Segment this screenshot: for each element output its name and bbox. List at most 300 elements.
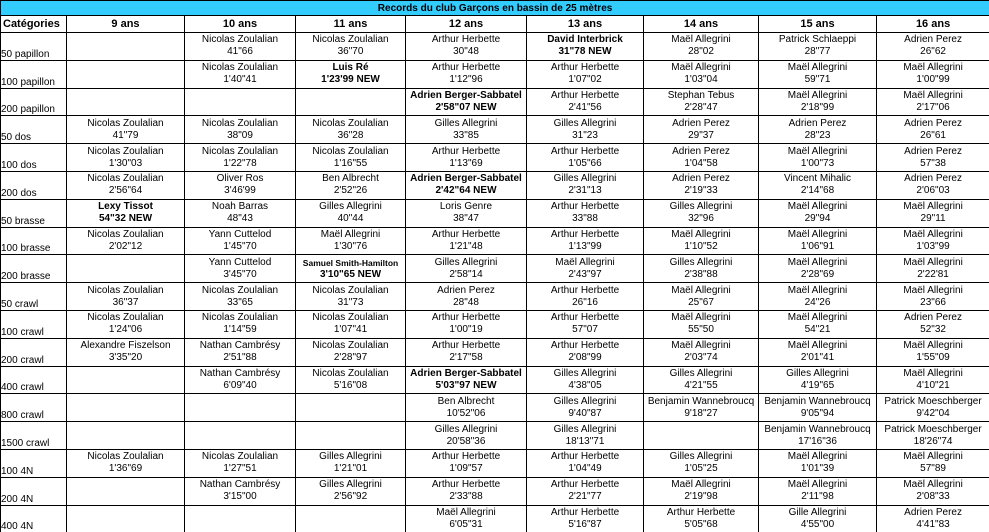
- event-label: 200 brasse: [1, 255, 67, 283]
- record-cell: [644, 449, 759, 477]
- record-time: 2'03"74: [684, 352, 718, 364]
- record-cell: [527, 171, 644, 199]
- record-time: 1'07"41: [333, 324, 368, 336]
- record-time: 1'21"48: [449, 240, 483, 252]
- table-row: [1, 283, 989, 311]
- swimmer-name: Arthur Herbette: [550, 479, 620, 491]
- record-cell: [644, 60, 759, 88]
- swimmer-name: Oliver Ros: [216, 173, 264, 185]
- table-row: [1, 422, 989, 450]
- swimmer-name: Maël Allegrini: [903, 89, 963, 101]
- record-time: 4'19"65: [800, 379, 835, 391]
- record-time: 31"78 NEW: [558, 46, 612, 58]
- record-time: 1'16"55: [333, 157, 368, 169]
- swimmer-name: Adrien Perez: [904, 117, 962, 129]
- record-time: 1'05"66: [568, 157, 602, 169]
- record-cell: [759, 394, 877, 422]
- record-cell: [527, 366, 644, 394]
- swimmer-name: Noah Barras: [211, 201, 269, 213]
- record-time: 57"07: [572, 324, 598, 336]
- record-cell: [67, 171, 185, 199]
- record-time: 41"79: [112, 129, 139, 141]
- swimmer-name: Arthur Herbette: [431, 145, 501, 157]
- record-cell: [877, 60, 989, 88]
- record-time: 2'21"77: [568, 491, 602, 503]
- swimmer-name: Nicolas Zoulalian: [312, 34, 389, 46]
- empty-cell: [296, 505, 406, 532]
- record-time: 3'15"00: [223, 491, 257, 503]
- record-time: 17'16"36: [798, 435, 837, 447]
- swimmer-name: Arthur Herbette: [550, 506, 620, 518]
- swimmer-name: Benjamin Wannebroucq: [647, 395, 755, 407]
- record-time: 2'43"97: [568, 268, 602, 280]
- record-time: 2'31"13: [568, 185, 602, 197]
- swimmer-name: Nicolas Zoulalian: [201, 451, 279, 463]
- swimmer-name: Gilles Allegrini: [319, 201, 382, 213]
- record-time: 54"32 NEW: [98, 213, 153, 225]
- record-cell: [406, 477, 527, 505]
- record-cell: [759, 366, 877, 394]
- record-cell: [296, 255, 406, 283]
- swimmer-name: Maël Allegrini: [671, 340, 731, 352]
- event-label: 100 brasse: [1, 227, 67, 255]
- record-cell: [877, 449, 989, 477]
- record-cell: [406, 227, 527, 255]
- record-cell: [185, 283, 296, 311]
- record-time: 1'05"25: [684, 463, 718, 475]
- record-cell: [759, 449, 877, 477]
- record-time: 29"94: [804, 213, 831, 225]
- swimmer-name: Maël Allegrini: [787, 312, 848, 324]
- record-cell: [527, 116, 644, 144]
- record-time: 3'45"70: [223, 268, 257, 280]
- record-cell: [759, 116, 877, 144]
- event-label: 100 papillon: [1, 60, 67, 88]
- record-cell: [296, 449, 406, 477]
- records-body: [1, 33, 989, 532]
- record-time: 9'05"94: [800, 407, 835, 419]
- record-time: 2'14"68: [800, 185, 835, 197]
- record-time: 36"70: [337, 46, 364, 58]
- record-cell: [527, 310, 644, 338]
- swimmer-name: Arthur Herbette: [431, 228, 501, 240]
- record-time: 2'08"33: [916, 491, 950, 503]
- table-row: [1, 88, 989, 116]
- record-time: 3'10"65 NEW: [319, 268, 382, 280]
- record-cell: [185, 116, 296, 144]
- swimmer-name: Gilles Allegrini: [553, 423, 617, 435]
- record-time: 1'24"06: [108, 324, 143, 336]
- record-time: 9'40"87: [568, 407, 602, 419]
- record-cell: [406, 88, 527, 116]
- swimmer-name: Maël Allegrini: [903, 62, 963, 74]
- swimmer-name: Maël Allegrini: [787, 451, 848, 463]
- swimmer-name: Gilles Allegrini: [434, 256, 498, 268]
- swimmer-name: Maël Allegrini: [555, 256, 615, 268]
- record-time: 5'05"68: [684, 518, 718, 530]
- record-cell: [644, 477, 759, 505]
- record-cell: [527, 60, 644, 88]
- record-time: 57"38: [920, 157, 946, 169]
- record-cell: [644, 283, 759, 311]
- record-cell: [406, 422, 527, 450]
- record-time: 9'42"04: [916, 407, 950, 419]
- swimmer-name: Gilles Allegrini: [553, 395, 617, 407]
- empty-cell: [67, 394, 185, 422]
- swimmer-name: Nicolas Zoulalian: [312, 117, 389, 129]
- empty-cell: [67, 366, 185, 394]
- swimmer-name: Gilles Allegrini: [553, 367, 617, 379]
- empty-cell: [296, 422, 406, 450]
- swimmer-name: Nicolas Zoulalian: [312, 312, 389, 324]
- record-cell: [644, 33, 759, 61]
- swimmer-name: Gilles Allegrini: [434, 423, 498, 435]
- swimmer-name: Nathan Cambrésy: [199, 340, 281, 352]
- record-cell: [406, 144, 527, 172]
- swimmer-name: Nicolas Zoulalian: [87, 117, 164, 129]
- record-cell: [877, 33, 989, 61]
- record-cell: [67, 199, 185, 227]
- record-cell: [296, 60, 406, 88]
- record-time: 48"43: [227, 213, 253, 225]
- record-cell: [877, 366, 989, 394]
- swimmer-name: Gilles Allegrini: [553, 117, 617, 129]
- record-time: 23"66: [920, 296, 946, 308]
- record-time: 25"67: [688, 296, 714, 308]
- swimmer-name: Maël Allegrini: [787, 89, 848, 101]
- record-time: 1'27"51: [223, 463, 257, 475]
- table-row: [1, 116, 989, 144]
- swimmer-name: Gilles Allegrini: [319, 479, 382, 491]
- record-cell: [527, 394, 644, 422]
- empty-cell: [67, 505, 185, 532]
- record-time: 26"61: [920, 129, 946, 141]
- record-cell: [759, 227, 877, 255]
- record-cell: [759, 477, 877, 505]
- record-time: 6'05"31: [449, 518, 483, 530]
- record-time: 1'03"99: [916, 240, 950, 252]
- empty-cell: [185, 88, 296, 116]
- record-time: 2'22'81: [917, 268, 949, 280]
- record-cell: [406, 255, 527, 283]
- record-time: 20'58"36: [446, 435, 486, 447]
- record-cell: [406, 199, 527, 227]
- swimmer-name: Patrick Moeschberger: [884, 395, 982, 407]
- record-time: 3'46'99: [224, 185, 256, 197]
- record-time: 28"77: [804, 46, 831, 58]
- swimmer-name: Maël Allegrini: [671, 228, 731, 240]
- age-header: 13 ans: [527, 16, 644, 33]
- swimmer-name: Maël Allegrini: [671, 284, 731, 296]
- record-time: 1'13"99: [568, 240, 602, 252]
- swimmer-name: Maël Allegrini: [903, 228, 963, 240]
- record-time: 1'07"02: [568, 74, 602, 86]
- swimmer-name: Benjamin Wannebroucq: [764, 395, 871, 407]
- record-time: 6'09"40: [223, 379, 257, 391]
- table-row: [1, 255, 989, 283]
- swimmer-name: Nicolas Zoulalian: [87, 145, 164, 157]
- swimmer-name: Maël Allegrini: [903, 340, 963, 352]
- record-time: 1'12"96: [449, 74, 483, 86]
- record-cell: [877, 144, 989, 172]
- swimmer-name: Gilles Allegrini: [669, 367, 733, 379]
- age-header: 11 ans: [296, 16, 406, 33]
- record-cell: [877, 338, 989, 366]
- record-cell: [877, 477, 989, 505]
- swimmer-name: Nicolas Zoulalian: [201, 284, 279, 296]
- record-cell: [185, 199, 296, 227]
- record-time: 2'11"98: [801, 491, 834, 503]
- swimmer-name: Nicolas Zoulalian: [87, 284, 164, 296]
- record-cell: [185, 60, 296, 88]
- table-row: [1, 60, 989, 88]
- swimmer-name: Arthur Herbette: [550, 451, 620, 463]
- record-cell: [759, 505, 877, 532]
- age-header: 9 ans: [67, 16, 185, 33]
- record-time: 1'23'99 NEW: [321, 74, 380, 86]
- record-time: 2'08"99: [568, 352, 602, 364]
- record-time: 26"62: [920, 46, 946, 58]
- swimmer-name: Adrien Perez: [672, 173, 730, 185]
- swimmer-name: Maël Allegrini: [787, 479, 848, 491]
- record-cell: [644, 338, 759, 366]
- record-cell: [759, 255, 877, 283]
- event-label: 200 papillon: [1, 88, 67, 116]
- record-cell: [67, 310, 185, 338]
- swimmer-name: Adrien Perez: [788, 117, 847, 129]
- record-cell: [644, 199, 759, 227]
- swimmer-name: Arthur Herbette: [431, 451, 501, 463]
- event-label: 100 4N: [1, 449, 67, 477]
- event-label: 50 dos: [1, 116, 67, 144]
- record-cell: [406, 449, 527, 477]
- record-cell: [527, 199, 644, 227]
- header-row: [1, 16, 989, 33]
- swimmer-name: Maël Allegrini: [787, 145, 848, 157]
- record-time: 2'56"64: [108, 185, 143, 197]
- swimmer-name: Gilles Allegrini: [669, 256, 733, 268]
- swimmer-name: Nicolas Zoulalian: [87, 451, 164, 463]
- swimmer-name: Ben Albrecht: [322, 173, 379, 185]
- record-cell: [185, 171, 296, 199]
- record-cell: [759, 338, 877, 366]
- record-time: 59"71: [804, 74, 831, 86]
- record-time: 2'52"26: [333, 185, 368, 197]
- event-label: 50 brasse: [1, 199, 67, 227]
- record-time: 2'18"99: [800, 101, 835, 113]
- record-time: 10'52"06: [446, 407, 486, 419]
- record-time: 18'13"71: [565, 435, 605, 447]
- swimmer-name: Yann Cuttelod: [208, 228, 272, 240]
- record-time: 1'14"59: [223, 324, 257, 336]
- swimmer-name: Loris Genre: [439, 201, 493, 213]
- swimmer-name: Arthur Herbette: [431, 34, 501, 46]
- record-cell: [644, 366, 759, 394]
- swimmer-name: Maël Allegrini: [903, 479, 963, 491]
- record-cell: [527, 144, 644, 172]
- record-time: 33"88: [572, 213, 598, 225]
- record-cell: [296, 33, 406, 61]
- age-header: 10 ans: [185, 16, 296, 33]
- empty-cell: [67, 60, 185, 88]
- record-cell: [759, 144, 877, 172]
- record-cell: [644, 144, 759, 172]
- record-time: 18'26"74: [913, 435, 953, 447]
- record-time: 1'30"03: [108, 157, 143, 169]
- record-time: 4'10"21: [916, 379, 950, 391]
- record-time: 1'00"19: [449, 324, 483, 336]
- record-cell: [877, 310, 989, 338]
- record-time: 2'42"64 NEW: [435, 185, 497, 197]
- swimmer-name: Vincent Mihalic: [783, 173, 852, 185]
- record-cell: [406, 116, 527, 144]
- swimmer-name: Patrick Schlaeppi: [778, 34, 857, 46]
- table-row: [1, 338, 989, 366]
- record-time: 29"11: [920, 213, 946, 225]
- record-time: 36"28: [337, 129, 364, 141]
- empty-cell: [67, 33, 185, 61]
- event-label: 800 crawl: [1, 394, 67, 422]
- record-cell: [644, 255, 759, 283]
- record-time: 52"32: [920, 324, 946, 336]
- record-time: 2'38"88: [684, 268, 718, 280]
- swimmer-name: Arthur Herbette: [550, 62, 620, 74]
- table-row: [1, 394, 989, 422]
- swimmer-name: Nicolas Zoulalian: [312, 367, 389, 379]
- record-cell: [527, 449, 644, 477]
- record-cell: [644, 116, 759, 144]
- swimmer-name: Maël Allegrini: [903, 284, 963, 296]
- record-time: 2'28"97: [333, 352, 368, 364]
- record-cell: [296, 477, 406, 505]
- record-cell: [527, 477, 644, 505]
- record-cell: [185, 366, 296, 394]
- record-cell: [759, 199, 877, 227]
- record-cell: [527, 33, 644, 61]
- event-label: 50 papillon: [1, 33, 67, 61]
- record-time: 1'45"70: [223, 240, 257, 252]
- empty-cell: [67, 255, 185, 283]
- record-time: 1'21"01: [333, 463, 368, 475]
- event-label: 200 crawl: [1, 338, 67, 366]
- swimmer-name: Alexandre Fiszelson: [80, 340, 171, 352]
- record-cell: [406, 310, 527, 338]
- swimmer-name: Arthur Herbette: [550, 145, 620, 157]
- swimmer-name: Gilles Allegrini: [319, 451, 382, 463]
- event-label: 1500 crawl: [1, 422, 67, 450]
- table-row: [1, 505, 989, 532]
- record-cell: [67, 338, 185, 366]
- record-time: 28"23: [804, 129, 831, 141]
- table-row: [1, 366, 989, 394]
- empty-cell: [67, 477, 185, 505]
- swimmer-name: Gilles Allegrini: [669, 201, 733, 213]
- record-cell: [759, 422, 877, 450]
- record-time: 1'30"76: [333, 240, 368, 252]
- record-time: 2'01"41: [800, 352, 835, 364]
- swimmer-name: Adrien Perez: [672, 145, 730, 157]
- swimmer-name: Nicolas Zoulalian: [312, 145, 389, 157]
- swimmer-name: David Interbrick: [547, 34, 623, 46]
- record-cell: [877, 505, 989, 532]
- record-cell: [296, 144, 406, 172]
- record-time: 4'38"05: [568, 379, 602, 391]
- record-cell: [67, 144, 185, 172]
- record-time: 29"37: [688, 129, 714, 141]
- event-label: 100 crawl: [1, 310, 67, 338]
- swimmer-name: Arthur Herbette: [550, 228, 620, 240]
- record-time: 2'28"47: [684, 101, 718, 113]
- record-cell: [877, 88, 989, 116]
- swimmer-name: Adrien Perez: [904, 173, 962, 185]
- record-cell: [185, 310, 296, 338]
- record-cell: [644, 394, 759, 422]
- table-row: [1, 33, 989, 61]
- swimmer-name: Benjamin Wannebroucq: [764, 423, 871, 435]
- swimmer-name: Adrien Perez: [904, 506, 962, 518]
- empty-cell: [185, 394, 296, 422]
- record-time: 1'06"91: [800, 240, 835, 252]
- swimmer-name: Adrien Perez: [672, 117, 730, 129]
- swimmer-name: Maël Allegrini: [436, 506, 496, 518]
- record-cell: [877, 199, 989, 227]
- swimmer-name: Luis Ré: [332, 62, 369, 74]
- swimmer-name: Arthur Herbette: [431, 479, 501, 491]
- record-cell: [406, 283, 527, 311]
- record-time: 2'28"69: [800, 268, 835, 280]
- event-label: 400 crawl: [1, 366, 67, 394]
- record-time: 55"50: [688, 324, 714, 336]
- table-row: [1, 171, 989, 199]
- record-cell: [527, 338, 644, 366]
- record-cell: [296, 171, 406, 199]
- swimmer-name: Nicolas Zoulalian: [87, 228, 164, 240]
- record-cell: [644, 505, 759, 532]
- record-cell: [296, 366, 406, 394]
- record-time: 1'36"69: [108, 463, 143, 475]
- table-row: [1, 449, 989, 477]
- age-header: 16 ans: [877, 16, 989, 33]
- record-time: 54"21: [804, 324, 831, 336]
- record-cell: [296, 283, 406, 311]
- table-title: Records du club Garçons en bassin de 25 mètres: [1, 1, 989, 16]
- record-cell: [406, 60, 527, 88]
- swimmer-name: Arthur Herbette: [550, 340, 620, 352]
- swimmer-name: Nicolas Zoulalian: [87, 312, 164, 324]
- record-time: 1'04"58: [684, 157, 718, 169]
- event-label: 50 crawl: [1, 283, 67, 311]
- record-time: 2'19"98: [684, 491, 718, 503]
- record-time: 1'40"41: [223, 74, 257, 86]
- swimmer-name: Maël Allegrini: [787, 284, 848, 296]
- age-header: 14 ans: [644, 16, 759, 33]
- record-time: 33"65: [227, 296, 253, 308]
- swimmer-name: Arthur Herbette: [550, 284, 620, 296]
- record-cell: [527, 227, 644, 255]
- swimmer-name: Nathan Cambrésy: [199, 367, 281, 379]
- category-header: Catégories: [1, 16, 67, 33]
- swimmer-name: Maël Allegrini: [671, 479, 731, 491]
- swimmer-name: Maël Allegrini: [320, 228, 381, 240]
- record-time: 4'55"00: [800, 518, 835, 530]
- record-cell: [406, 338, 527, 366]
- record-cell: [759, 33, 877, 61]
- record-cell: [185, 33, 296, 61]
- swimmer-name: Yann Cuttelod: [208, 256, 272, 268]
- record-cell: [185, 227, 296, 255]
- record-time: 1'04"49: [568, 463, 602, 475]
- record-time: 1'00"73: [800, 157, 835, 169]
